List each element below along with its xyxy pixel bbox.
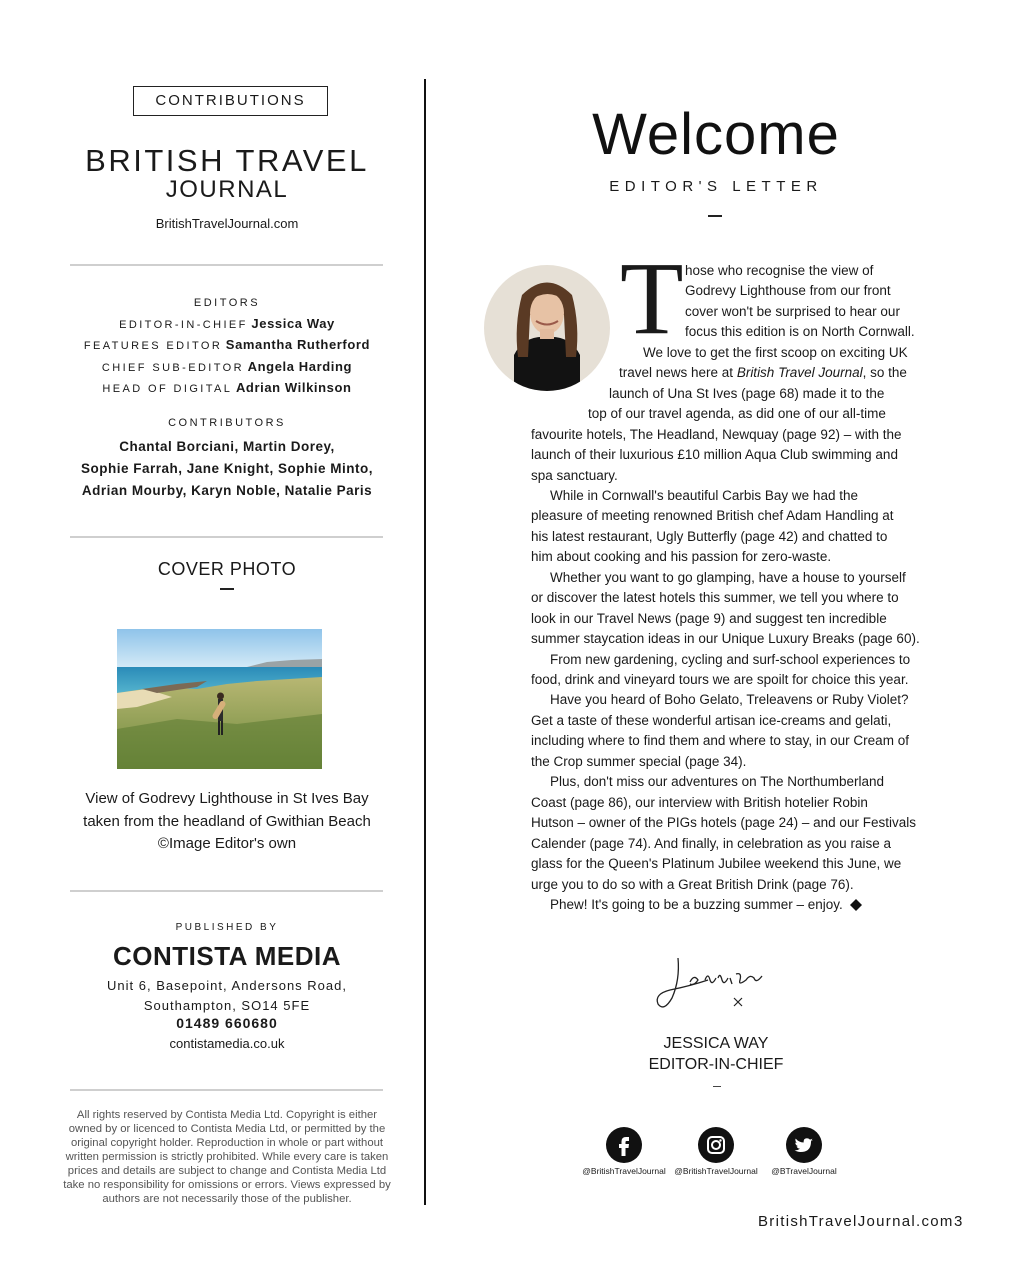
cover-caption [70,788,384,856]
instagram-link[interactable] [698,1127,734,1163]
editor-role: CHIEF SUB-EDITOR [101,361,244,374]
caption-line: taken from the headland of Gwithian Beach [83,812,371,830]
dash-divider [708,215,722,217]
body-line: the Crop summer special (page 34). [531,753,747,769]
body-line: Plus, don't miss our adventures on The Northumberland [550,774,885,790]
published-by-label: PUBLISHED BY [175,922,279,933]
editor-name: Adrian Wilkinson [235,380,352,395]
body-line: him about cooking and his passion for zero-waste. [531,549,832,565]
body-line: or discover the latest hotels this summer, we tell you where to [531,590,899,606]
editors-label: EDITORS [193,297,261,309]
brand-title: BRITISH TRAVEL [85,143,369,178]
body-line: Hutson – owner of the PIGs hotels (page 24) – and our Festivals [531,815,916,831]
body-line: Get a taste of these wonderful artisan ice-creams and gelati, [531,712,892,728]
rights-line: owned by or licenced to Contista Media Ltd, or permitted by the [68,1123,386,1135]
rights-notice [58,1108,396,1206]
page-subtitle: EDITOR'S LETTER [609,178,823,195]
body-line: glass for the Queen's Platinum Jubilee weekend this June, we [531,856,902,872]
contributors-line: Adrian Mourby, Karyn Noble, Natalie Paris [81,483,373,498]
body-line: look in our Travel News (page 9) and suggest ten incredible [531,610,887,626]
body-line: Have you heard of Boho Gelato, Treleavens or Ruby Violet? [550,692,909,708]
editor-role: FEATURES EDITOR [83,340,223,352]
drop-cap: T [620,241,684,356]
contributors-label: CONTRIBUTORS [168,417,286,429]
publisher-name: CONTISTA MEDIA [113,941,341,971]
divider [70,890,383,892]
body-line: urge you to do so with a Great British Drink (page 76). [531,876,854,892]
publisher-website-link[interactable]: contistamedia.co.uk [169,1036,285,1051]
cover-photo [117,629,322,769]
twitter-icon [786,1127,822,1163]
page-number: 3 [954,1213,963,1230]
twitter-link[interactable] [786,1127,822,1163]
publisher-phone: 01489 660680 [176,1015,278,1031]
body-line: From new gardening, cycling and surf-school experiences to [550,651,911,667]
body-line: Whether you want to go glamping, have a house to yourself [550,569,906,585]
editor-name: JESSICA WAY [663,1035,769,1052]
body-line: Calender (page 74). And finally, in celebration as you raise a [531,835,891,851]
body-line: While in Cornwall's beautiful Carbis Bay we had the [550,487,858,503]
signature-text: Jessica x [650,950,655,951]
facebook-link[interactable] [606,1127,642,1163]
body-line: cover won't be surprised to hear our [685,303,900,319]
facebook-icon [606,1127,642,1163]
caption-line: ©Image Editor's own [157,835,297,852]
body-line: top of our travel agenda, as did one of our all-time [588,406,886,422]
brand-subtitle: JOURNAL [165,176,289,203]
body-line: launch of Una St Ives (page 68) made it to the [609,385,885,401]
editor-row [70,378,384,400]
contributors-line: Chantal Borciani, Martin Dorey, [119,439,335,454]
body-line: spa sanctuary. [531,467,618,483]
body-line: Godrevy Lighthouse from our front [685,283,891,299]
body-line: summer staycation ideas in our Unique Luxury Breaks (page 60). [531,631,920,647]
rights-line: take no responsibility for omissions or errors. Views expressed by [63,1179,391,1191]
facebook-handle[interactable]: @BritishTravelJournal [582,1166,666,1176]
editor-title: EDITOR-IN-CHIEF [648,1056,784,1073]
divider [70,264,383,266]
address-line: Unit 6, Basepoint, Andersons Road, [107,978,347,993]
divider [70,536,383,538]
cover-photo-label: COVER PHOTO [157,559,297,579]
end-mark-icon [850,899,862,911]
body-line: travel news here at British Travel Journal, so the [619,365,907,381]
body-line: including where to find them and where to stay, in our Cream of [531,733,909,749]
editor-role: HEAD OF DIGITAL [102,383,233,395]
rights-line: authors are not necessarily those of the publisher. [102,1193,352,1205]
publisher-address [70,976,384,1015]
rights-line: prices and details are subject to change and Contista Media Ltd [67,1165,387,1177]
twitter-handle[interactable]: @BTravelJournal [771,1166,837,1176]
address-line: Southampton, SO14 5FE [143,997,311,1013]
dash-divider [713,1086,721,1087]
editor-row [70,335,384,357]
body-line: pleasure of meeting renowned British chef Adam Handling at [531,508,894,524]
body-line: We love to get the first scoop on exciting UK [643,344,908,360]
body-line [550,895,862,915]
editor-role: EDITOR-IN-CHIEF [119,318,248,331]
caption-line: View of Godrevy Lighthouse in St Ives Bay [85,790,369,807]
body-line: food, drink and vineyard tours we are spoilt for choice this year. [531,672,909,687]
page-title: Welcome [592,102,840,167]
contributors-line: Sophie Farrah, Jane Knight, Sophie Minto, [80,461,374,476]
website-link[interactable]: BritishTravelJournal.com [155,216,299,231]
editor-signature [650,950,780,1020]
body-line: launch of their luxurious £10 million Aqua Club swimming and [531,447,898,463]
contributions-label: CONTRIBUTIONS [133,86,328,116]
instagram-icon [698,1127,734,1163]
rights-line: original copyright holder. Reproduction in whole or part without [70,1137,384,1149]
divider [70,1089,383,1091]
editors-section [70,294,384,400]
body-line: focus this edition is on North Cornwall. [685,324,915,340]
body-line: favourite hotels, The Headland, Newquay (page 92) – with the [531,426,902,442]
body-line: hose who recognise the view of [685,263,874,278]
editor-signoff [540,1033,892,1075]
footer-website[interactable]: BritishTravelJournal.com [758,1213,954,1230]
contributors-list [70,436,384,502]
closing-line: Phew! It's going to be a buzzing summer – enjoy. [550,896,843,912]
editor-name: Jessica Way [251,315,335,331]
rights-line: All rights reserved by Contista Media Ltd. Copyright is either [76,1109,378,1121]
body-line: Coast (page 86), our interview with British hotelier Robin [531,794,868,810]
instagram-handle[interactable]: @BritishTravelJournal [674,1166,758,1176]
editor-row [70,357,384,379]
editor-row [70,314,384,336]
dash-divider [220,588,234,590]
body-line: his latest restaurant, Ugly Butterfly (page 42) and chatted to [531,528,888,544]
rights-line: written permission is strictly prohibited. While every care is taken [65,1151,389,1163]
magazine-title: British Travel Journal [736,365,863,381]
editor-name: Angela Harding [247,358,353,374]
editor-name: Samantha Rutherford [225,337,371,352]
editor-portrait [484,265,610,391]
column-divider [424,79,426,1205]
